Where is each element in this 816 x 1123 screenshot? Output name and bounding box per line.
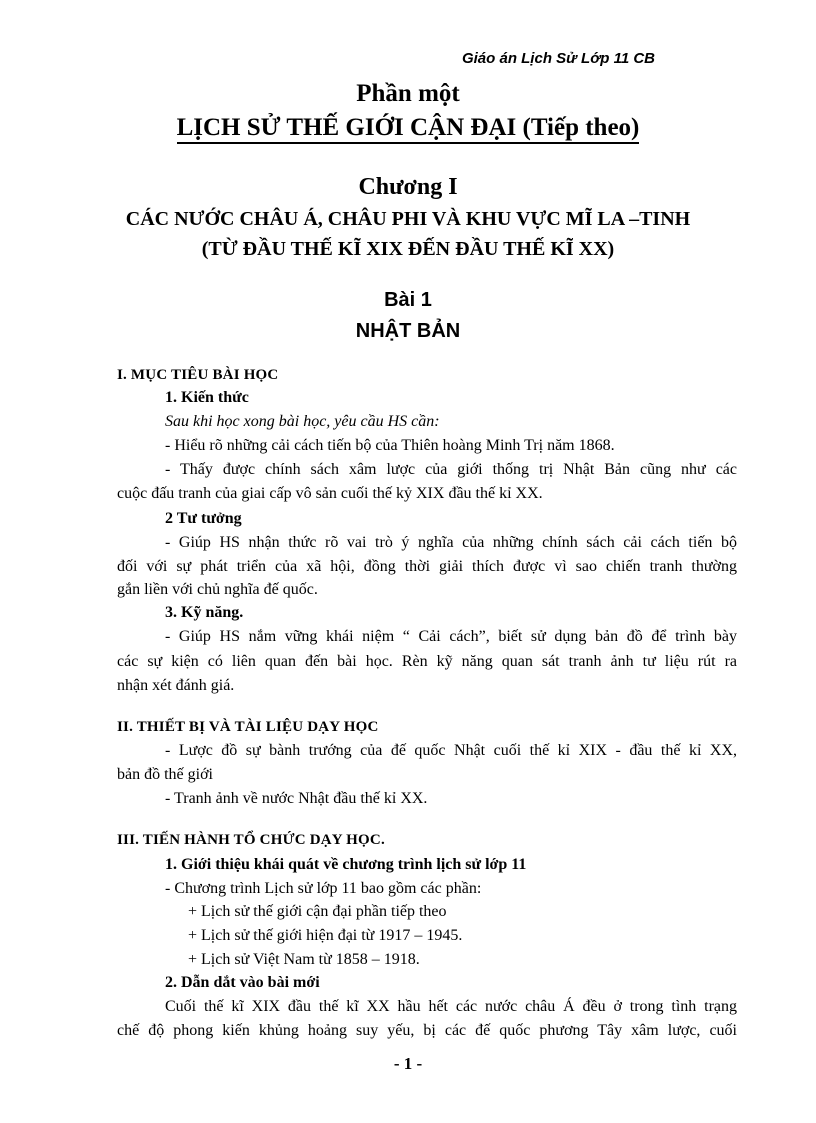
subheading-dan-dat: 2. Dẫn dắt vào bài mới [165,974,320,991]
tien-hanh-line-4: + Lịch sử Việt Nam từ 1858 – 1918. [188,951,420,968]
tien-hanh-line-2: + Lịch sử thế giới cận đại phần tiếp theo [188,903,447,920]
chapter-title-line1: CÁC NƯỚC CHÂU Á, CHÂU PHI VÀ KHU VỰC MĨ LA –TINH [125,208,691,230]
lesson-title: NHẬT BẢN [355,320,461,342]
chapter-title-line2: (TỪ ĐẦU THẾ KĨ XIX ĐẾN ĐẦU THẾ KĨ XX) [201,238,615,260]
subheading-gioi-thieu: 1. Giới thiệu khái quát về chương trình lịch sử lớp 11 [165,856,527,873]
ky-nang-line-1: - Giúp HS nắm vững khái niệm “ Cải cách”, biết sử dụng bản đồ để trình bày [165,628,737,645]
section-2-heading: II. THIẾT BỊ VÀ TÀI LIỆU DẠY HỌC [117,719,379,735]
subheading-tu-tuong: 2 Tư tưởng [165,510,242,527]
dan-dat-line-1: Cuối thế kĩ XIX đầu thế kĩ XX hầu hết các nước châu Á đều ở trong tình trạng [165,998,737,1015]
ky-nang-line-2: các sự kiện có liên quan đến bài học. Rèn kỹ năng quan sát tranh ảnh tư liệu rút ra [117,653,737,670]
part-title [0,114,816,142]
subheading-kien-thuc: 1. Kiến thức [165,389,249,406]
lesson-label: Bài 1 [384,289,432,311]
section-3-heading: III. TIẾN HÀNH TỔ CHỨC DẠY HỌC. [117,832,385,848]
page-number: - 1 - [393,1054,423,1073]
tu-tuong-line-3: gắn liền với chủ nghĩa đế quốc. [117,581,318,598]
tien-hanh-line-1: - Chương trình Lịch sử lớp 11 bao gồm các phần: [165,880,482,897]
kien-thuc-line-2b: cuộc đấu tranh của giai cấp vô sản cuối thế kỷ XIX đầu thế kỉ XX. [117,485,543,502]
tu-tuong-line-2: đối với sự phát triển của xã hội, đồng thời giải thích được vì sao chiến tranh thường [117,558,737,575]
ky-nang-line-3: nhận xét đánh giá. [117,677,235,694]
tu-tuong-line-1: - Giúp HS nhận thức rõ vai trò ý nghĩa của những chính sách cải cách tiến bộ [165,534,737,551]
subheading-ky-nang: 3. Kỹ năng. [165,604,244,621]
thiet-bi-line-2: bản đồ thế giới [117,766,213,783]
kien-thuc-line-1: - Hiểu rõ những cải cách tiến bộ của Thiên hoàng Minh Trị năm 1868. [165,437,615,454]
kien-thuc-line-2a: - Thấy được chính sách xâm lược của giới thống trị Nhật Bản cũng như các [165,461,737,478]
chapter-label: Chương I [358,174,458,200]
tien-hanh-line-3: + Lịch sử thế giới hiện đại từ 1917 – 1945. [188,927,463,944]
dan-dat-line-2: chế độ phong kiến khủng hoảng suy yếu, bị các đế quốc phương Tây xâm lược, cuối [117,1022,737,1039]
section-1-heading: I. MỤC TIÊU BÀI HỌC [117,367,279,383]
part-label: Phần một [356,80,460,107]
page-header: Giáo án Lịch Sử Lớp 11 CB [461,50,655,67]
part-title-text: LỊCH SỬ THẾ GIỚI CẬN ĐẠI (Tiếp theo) [177,114,640,144]
thiet-bi-line-3: - Tranh ảnh về nước Nhật đầu thế kỉ XX. [165,790,428,807]
kien-thuc-intro: Sau khi học xong bài học, yêu cầu HS cần: [165,413,440,430]
thiet-bi-line-1: - Lược đồ sự bành trướng của đế quốc Nhật cuối thế kỉ XIX - đầu thế kỉ XX, [165,742,737,759]
